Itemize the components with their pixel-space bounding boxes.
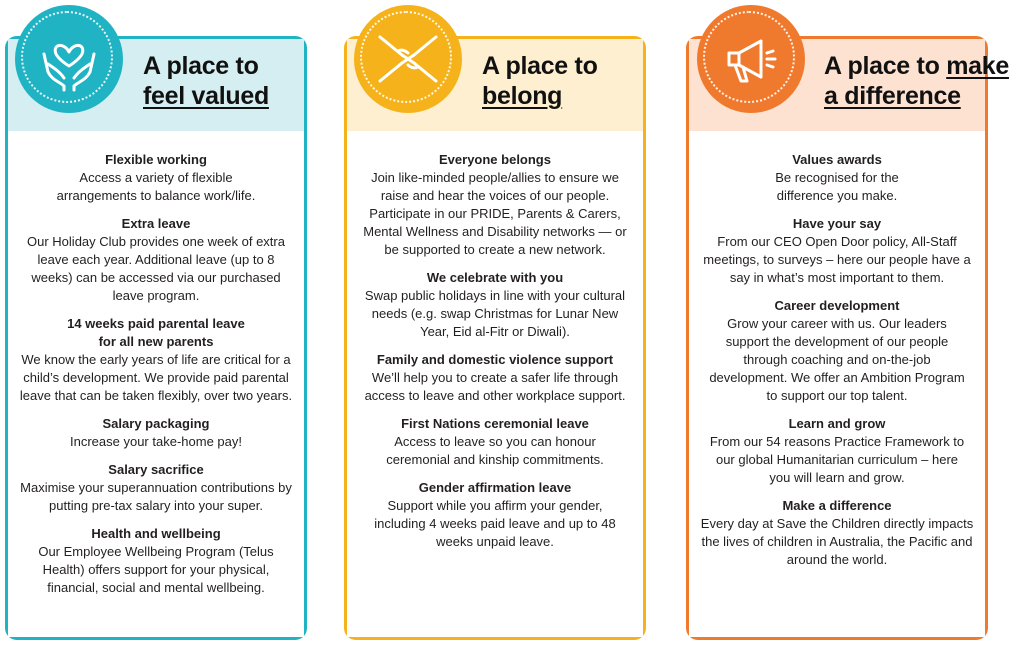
card-feel-valued <box>5 36 307 640</box>
title-link[interactable]: belong <box>482 82 563 110</box>
hands-heart-icon <box>15 5 123 113</box>
list-item: Health and wellbeing Our Employee Wellbeing Program (Telus Health) offers support for your physical, financial, social and mental wellbeing. <box>38 526 274 595</box>
megaphone-icon <box>697 5 805 113</box>
list-item: Salary sacrifice Maximise your superannuation contributions by putting pre-tax salary into your super. <box>20 462 292 513</box>
card-body <box>347 131 643 637</box>
card-belong <box>344 36 646 640</box>
card-title: A place to make a difference <box>824 52 1009 110</box>
joined-hands-icon <box>354 5 462 113</box>
list-item: Career development Grow your career with us. Our leaders support the development of our people through coaching and on-the-job development. We offer an Ambition Program to support our top talent. <box>709 298 965 403</box>
card-title: A place to belong <box>482 52 598 110</box>
card-body <box>8 131 304 637</box>
list-item: Flexible working Access a variety of flexible arrangements to balance work/life. <box>56 152 256 203</box>
list-item: Salary packaging Increase your take-home pay! <box>70 416 242 449</box>
list-item: 14 weeks paid parental leave for all new parents We know the early years of life are critical for a child’s development. We provide paid parental leave that can be taken flexibly, over two years. <box>19 316 293 403</box>
card-make-a-difference <box>686 36 1009 640</box>
list-item: Family and domestic violence support We’ll help you to create a safer life through access to leave and other workplace support. <box>364 352 626 403</box>
list-item: Have your say From our CEO Open Door policy, All-Staff meetings, to surveys – here our people have a say in what’s most important to them. <box>703 216 971 285</box>
title-link[interactable]: feel valued <box>143 82 269 110</box>
title-link[interactable]: a difference <box>824 82 961 110</box>
list-item: Make a difference Every day at Save the Children directly impacts the lives of children in Australia, the Pacific and around the world. <box>700 498 974 567</box>
card-body <box>689 131 985 637</box>
list-item: Learn and grow From our 54 reasons Practice Framework to our global Humanitarian curriculum – here you will learn and grow. <box>709 416 965 485</box>
list-item: Everyone belongs Join like-minded people/allies to ensure we raise and hear the voices of our people. Participate in our PRIDE, Parents & Carers, Mental Wellness and Disability networks — or be supported to create a new network. <box>363 152 627 257</box>
title-link[interactable]: make <box>946 52 1009 80</box>
list-item: Extra leave Our Holiday Club provides one week of extra leave each year. Additional leave (up to 8 weeks) can be accessed via our purchased leave program. <box>27 216 285 303</box>
list-item: First Nations ceremonial leave Access to leave so you can honour ceremonial and kinship commitments. <box>386 416 604 467</box>
list-item: Values awards Be recognised for the difference you make. <box>775 152 899 203</box>
list-item: We celebrate with you Swap public holidays in line with your cultural needs (e.g. swap Christmas for Lunar New Year, Eid al-Fitr or Diwali). <box>364 270 626 339</box>
list-item: Gender affirmation leave Support while you affirm your gender, including 4 weeks paid leave and up to 48 weeks unpaid leave. <box>374 480 616 549</box>
card-title: A place to feel valued <box>143 52 269 110</box>
